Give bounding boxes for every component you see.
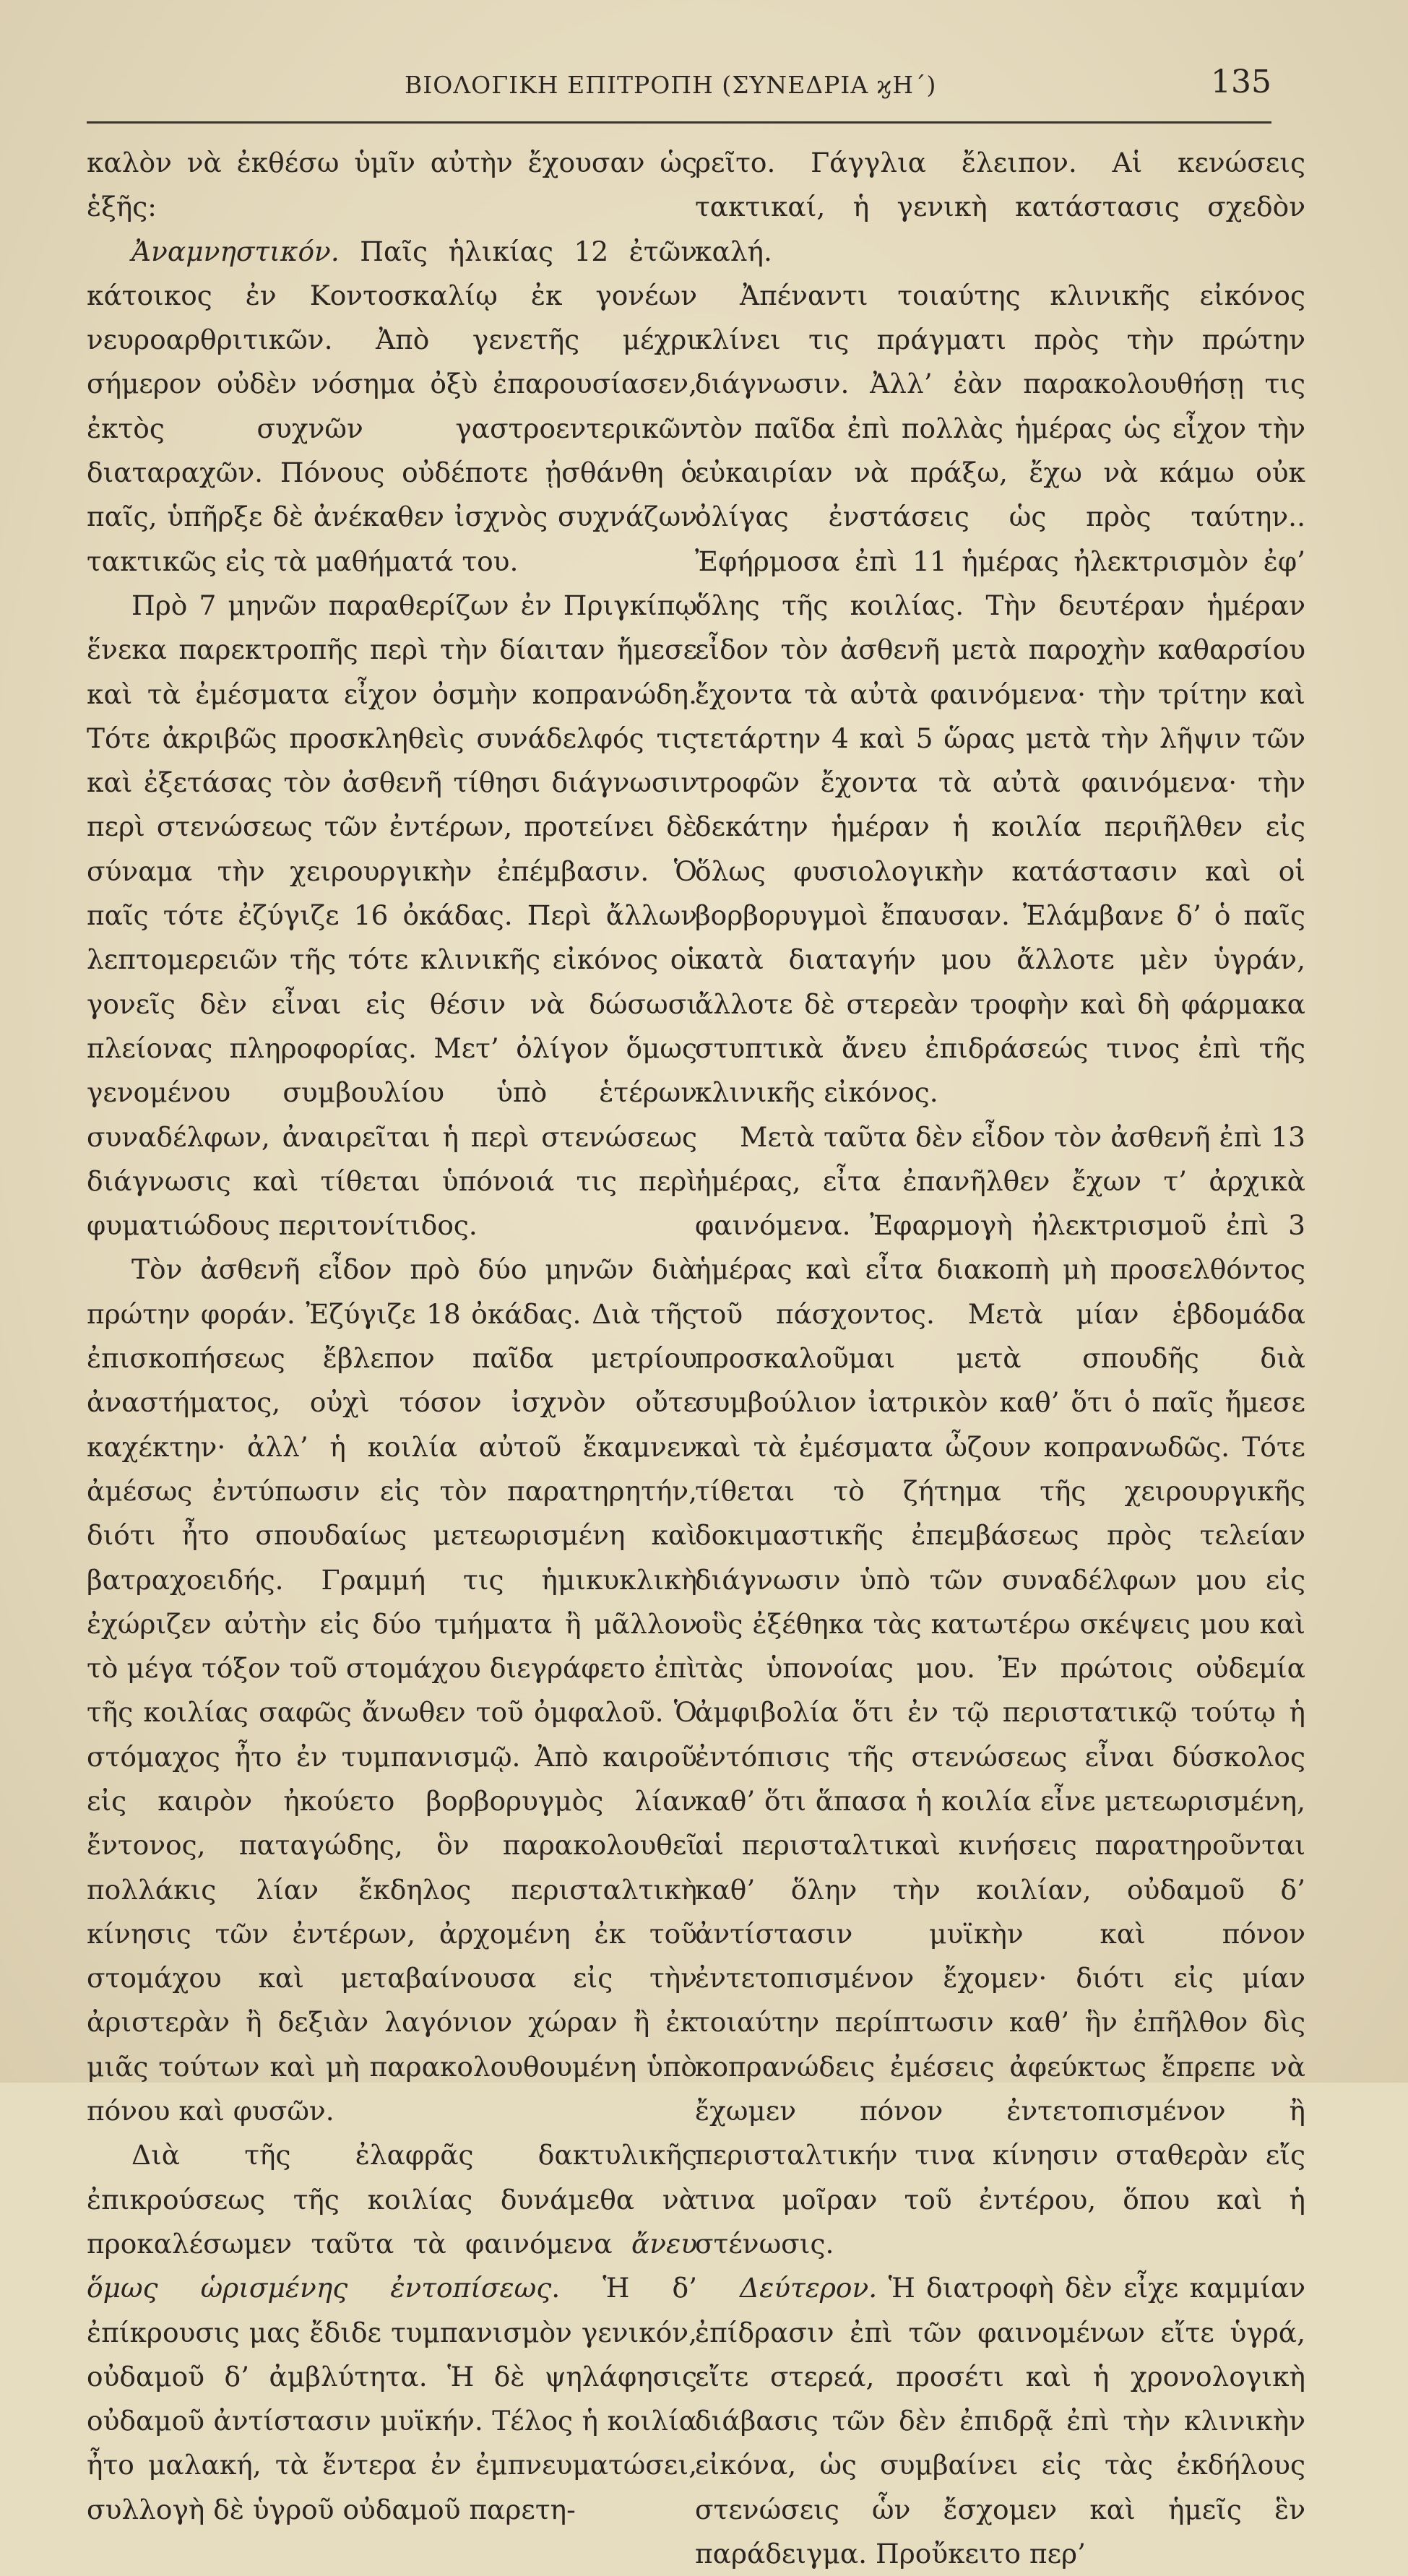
paragraph-text: Ἡ διατροφὴ δὲν εἶχε καμμίαν ἐπίδρασιν ἐπὶ τῶν φαινομένων εἴτε ὑγρά, εἴτε στερεά, προσέτι καὶ ἡ χρονολογικὴ διάβασις τῶν δὲν ἐπιδρᾷ ἐπὶ τὴν κλινικὴν εἰκόνα, ὡς συμβαίνει εἰς τὰς ἐκδήλους στενώσεις ὧν ἔσχομεν καὶ ἡμεῖς ἓν παράδειγμα. Προὔκειτο περ’ [695,2272,1305,2570]
paragraph [87,2133,697,2532]
page-number: 135 [1211,64,1271,100]
page-header [87,64,1271,114]
section-label: Ἀναμνηστικόν. [131,235,340,267]
paragraph [695,2266,1305,2576]
paragraph: ρεῖτο. Γάγγλια ἔλειπον. Αἱ κενώσεις τακτικαί, ἡ γενικὴ κατάστασις σχεδὸν καλή. [695,147,1305,267]
paragraph: Πρὸ 7 μηνῶν παραθερίζων ἐν Πριγκίπῳ ἕνεκα παρεκτροπῆς περὶ τὴν δίαιταν ἤμεσε καὶ τὰ ἐμέσματα εἶχον ὀσμὴν κοπρανώδη. Τότε ἀκριβῶς προσκληθεὶς συνάδελφός τις καὶ ἐξετάσας τὸν ἀσθενῆ τίθησι διάγνωσιν περὶ στενώσεως τῶν ἐντέρων, προτείνει δὲ σύναμα τὴν χειρουργικὴν ἐπέμβασιν. Ὁ παῖς τότε ἐζύγιζε 16 ὀκάδας. Περὶ ἄλλων λεπτομερειῶν τῆς τότε κλινικῆς εἰκόνος οἱ γονεῖς δὲν εἶναι εἰς θέσιν νὰ δώσωσι πλείονας πληροφορίας. Μετ’ ὀλίγον ὅμως γενομένου συμβουλίου ὑπὸ ἑτέρων συναδέλφων, ἀναιρεῖται ἡ περὶ στενώσεως διάγνωσις καὶ τίθεται ὑπόνοιά τις περὶ φυματιώδους περιτονίτιδος. [87,589,697,1242]
header-rule [87,121,1271,124]
paragraph-text: Διὰ τῆς ἐλαφρᾶς δακτυλικῆς ἐπικρούσεως τῆς κοιλίας δυνάμεθα νὰ προκαλέσωμεν ταῦτα τὰ φαινόμενα [87,2139,697,2260]
running-title: ΒΙΟΛΟΓΙΚΗ ΕΠΙΤΡΟΠΗ (ΣΥΝΕΔΡΙΑ ϗΗ΄) [405,71,937,99]
emphasis-text: ἄνευ ὅμως ὡρισμένης ἐντοπίσεως [87,2227,697,2304]
paragraph: καλὸν νὰ ἐκθέσω ὑμῖν αὐτὴν ἔχουσαν ὡς ἑξῆς: [87,147,697,223]
paragraph-text: Παῖς ἡλικίας 12 ἐτῶν κάτοικος ἐν Κοντοσκαλίῳ ἐκ γονέων νευροαρθριτικῶν. Ἀπὸ γενετῆς μέχρι σήμερον οὐδὲν νόσημα ὀξὺ ἐπαρουσίασεν, ἐκτὸς συχνῶν γαστροεντερικῶν διαταραχῶν. Πόνους οὐδέποτε ᾐσθάνθη ὁ παῖς, ὑπῆρξε δὲ ἀνέκαθεν ἰσχνὸς συχνάζων τακτικῶς εἰς τὰ μαθήματά του. [87,235,697,577]
right-column [695,141,1305,2576]
paragraph: Μετὰ ταῦτα δὲν εἶδον τὸν ἀσθενῆ ἐπὶ 13 ἡμέρας, εἶτα ἐπανῆλθεν ἔχων τ’ ἀρχικὰ φαινόμενα. Ἐφαρμογὴ ἠλεκτρισμοῦ ἐπὶ 3 ἡμέρας καὶ εἶτα διακοπὴ μὴ προσελθόντος τοῦ πάσχοντος. Μετὰ μίαν ἑβδομάδα προσκαλοῦμαι μετὰ σπουδῆς διὰ συμβούλιον ἰατρικὸν καθ’ ὅτι ὁ παῖς ἤμεσε καὶ τὰ ἐμέσματα ὦζουν κοπρανωδῶς. Τότε τίθεται τὸ ζήτημα τῆς χειρουργικῆς δοκιμαστικῆς ἐπεμβάσεως πρὸς τελείαν διάγνωσιν ὑπὸ τῶν συναδέλφων μου εἰς οὓς ἐξέθηκα τὰς κατωτέρω σκέψεις μου καὶ τὰς ὑπονοίας μου. Ἐν πρώτοις οὐδεμία ἀμφιβολία ὅτι ἐν τῷ περιστατικῷ τούτῳ ἡ ἐντόπισις τῆς στενώσεως εἶναι δύσκολος καθ’ ὅτι ἅπασα ἡ κοιλία εἶνε μετεωρισμένη, αἱ περισταλτικαὶ κινήσεις παρατηροῦνται καθ’ ὅλην τὴν κοιλίαν, οὐδαμοῦ δ’ ἀντίστασιν μυϊκὴν καὶ πόνον ἐντετοπισμένον ἔχομεν· διότι εἰς μίαν τοιαύτην περίπτωσιν καθ’ ἣν ἐπῆλθον δὶς κοπρανώδεις ἐμέσεις ἀφεύκτως ἔπρεπε νὰ ἔχωμεν πόνον ἐντετοπισμένον ἢ περισταλτικήν τινα κίνησιν σταθερὰν εἴς τινα μοῖραν τοῦ ἐντέρου, ὅπου καὶ ἡ στένωσις. [695,1120,1305,2260]
paragraph: Τὸν ἀσθενῆ εἶδον πρὸ δύο μηνῶν διὰ πρώτην φοράν. Ἐζύγιζε 18 ὀκάδας. Διὰ τῆς ἐπισκοπήσεως ἔβλεπον παῖδα μετρίου ἀναστήματος, οὐχὶ τόσον ἰσχνὸν οὔτε καχέκτην· ἀλλ’ ἡ κοιλία αὐτοῦ ἔκαμνεν ἀμέσως ἐντύπωσιν εἰς τὸν παρατηρητήν, διότι ἦτο σπουδαίως μετεωρισμένη καὶ βατραχοειδής. Γραμμή τις ἡμικυκλικὴ ἐχώριζεν αὐτὴν εἰς δύο τμήματα ἢ μᾶλλον τὸ μέγα τόξον τοῦ στομάχου διεγράφετο ἐπὶ τῆς κοιλίας σαφῶς ἄνωθεν τοῦ ὀμφαλοῦ. Ὁ στόμαχος ἦτο ἐν τυμπανισμῷ. Ἀπὸ καιροῦ εἰς καιρὸν ἠκούετο βορβορυγμὸς λίαν ἔντονος, παταγώδης, ὃν παρακολουθεῖ πολλάκις λίαν ἔκδηλος περισταλτικὴ κίνησις τῶν ἐντέρων, ἀρχομένη ἐκ τοῦ στομάχου καὶ μεταβαίνουσα εἰς τὴν ἀριστερὰν ἢ δεξιὰν λαγόνιον χώραν ἢ ἐκ μιᾶς τούτων καὶ μὴ παρακολουθουμένη ὑπὸ πόνου καὶ φυσῶν. [87,1253,697,2127]
section-label: Δεύτερον. [740,2272,878,2304]
paragraph-text: . Ἡ δ’ ἐπίκρουσις μας ἔδιδε τυμπανισμὸν γενικόν, οὐδαμοῦ δ’ ἀμβλύτητα. Ἡ δὲ ψηλάφησις οὐδαμοῦ ἀντίστασιν μυϊκήν. Τέλος ἡ κοιλία ἦτο μαλακή, τὰ ἔντερα ἐν ἐμπνευματώσει, συλλογὴ δὲ ὑγροῦ οὐδαμοῦ παρετη- [87,2272,698,2525]
paragraph: Ἀπέναντι τοιαύτης κλινικῆς εἰκόνος κλίνει τις πράγματι πρὸς τὴν πρώτην διάγνωσιν. Ἀλλ’ ἐὰν παρακολουθήσῃ τις τὸν παῖδα ἐπὶ πολλὰς ἡμέρας ὡς εἶχον τὴν εὐκαιρίαν νὰ πράξω, ἔχω νὰ κάμω οὐκ ὀλίγας ἐνστάσεις ὡς πρὸς ταύτην.. Ἐφήρμοσα ἐπὶ 11 ἡμέρας ἠλεκτρισμὸν ἐφ’ ὅλης τῆς κοιλίας. Τὴν δευτέραν ἡμέραν εἶδον τὸν ἀσθενῆ μετὰ παροχὴν καθαρσίου ἔχοντα τὰ αὐτὰ φαινόμενα· τὴν τρίτην καὶ τετάρτην 4 καὶ 5 ὥρας μετὰ τὴν λῆψιν τῶν τροφῶν ἔχοντα τὰ αὐτὰ φαινόμενα· τὴν δεκάτην ἡμέραν ἡ κοιλία περιῆλθεν εἰς ὅλως φυσιολογικὴν κατάστασιν καὶ οἱ βορβορυγμοὶ ἔπαυσαν. Ἐλάμβανε δ’ ὁ παῖς κατὰ διαταγήν μου ἄλλοτε μὲν ὑγράν, ἄλλοτε δὲ στερεὰν τροφὴν καὶ δὴ φάρμακα στυπτικὰ ἄνευ ἐπιδράσεώς τινος ἐπὶ τῆς κλινικῆς εἰκόνος. [695,279,1305,1109]
paragraph [87,230,697,584]
left-column [87,141,697,2532]
